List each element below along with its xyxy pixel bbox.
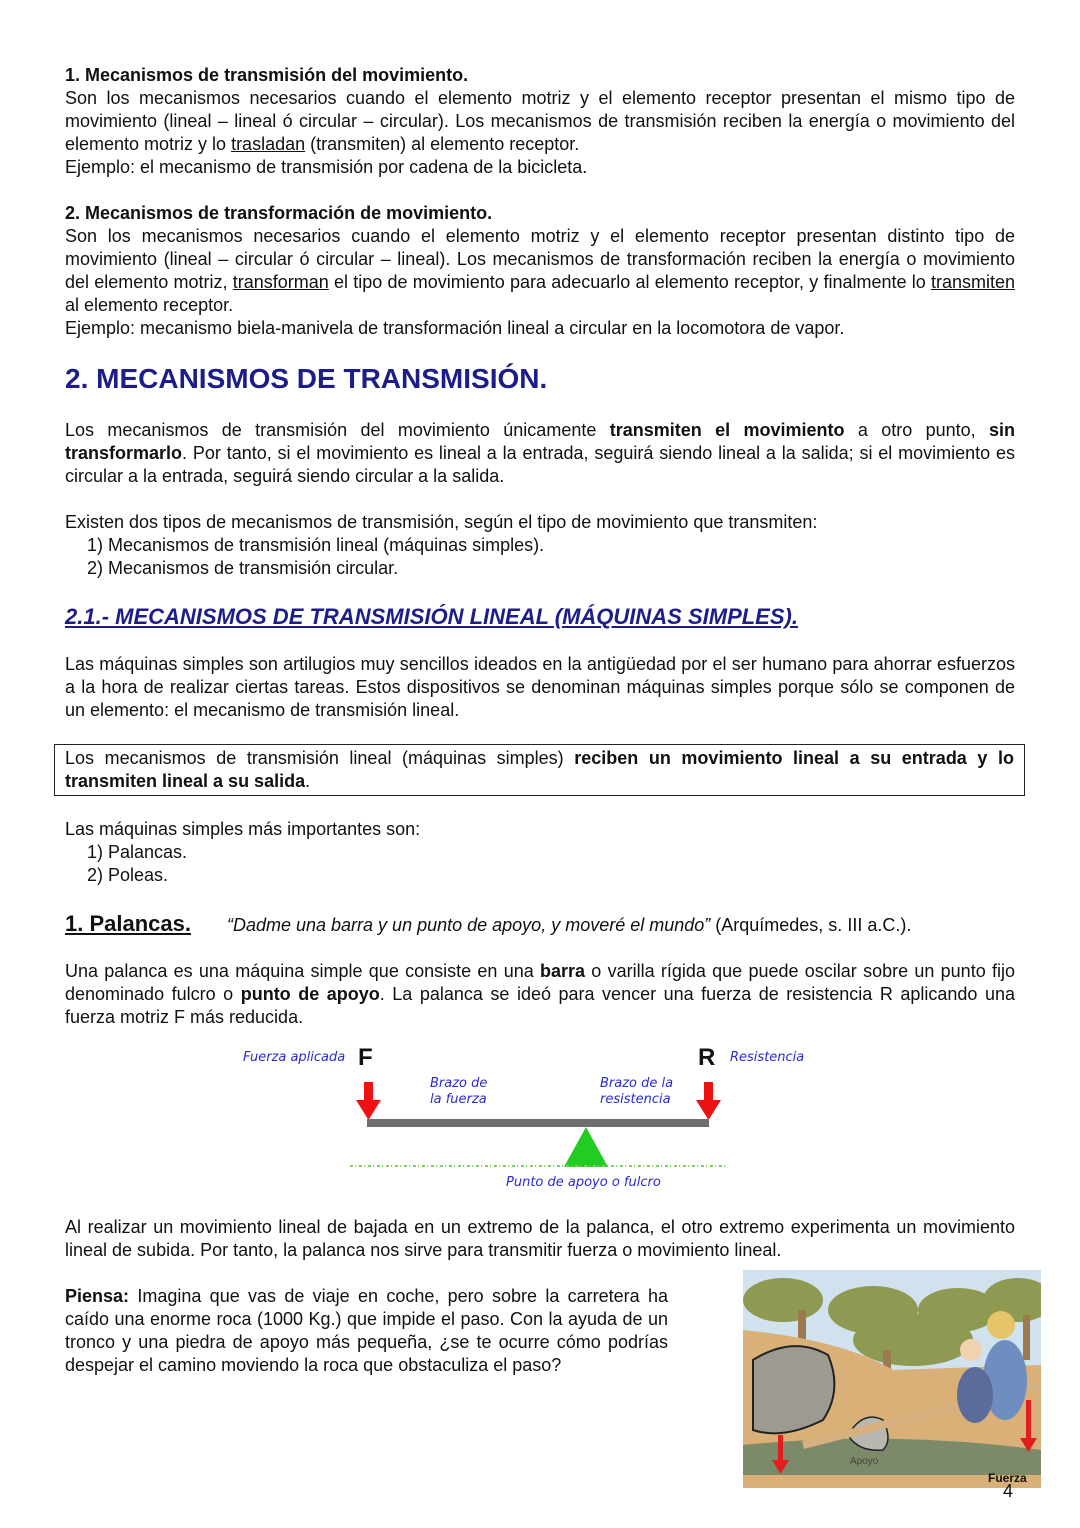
force-arrow-icon xyxy=(356,1082,381,1120)
bold-text: barra xyxy=(540,961,586,981)
list-item: 2) Mecanismos de transmisión circular. xyxy=(87,558,399,578)
types-list xyxy=(65,534,1015,580)
example-text: Ejemplo: mecanismo biela-manivela de transformación lineal a circular en la locomotora de vapor. xyxy=(65,318,845,338)
piensa-row xyxy=(65,1285,1027,1488)
rock-icon xyxy=(753,1346,834,1433)
bold-text: transmiten el movimiento xyxy=(609,420,845,440)
section-title: 2. Mecanismos de transformación de movimiento. xyxy=(65,203,493,223)
machines-list xyxy=(65,841,1015,887)
fulcrum-label: Punto de apoyo o fulcro xyxy=(506,1175,661,1190)
quote-source: (Arquímedes, s. III a.C.). xyxy=(710,915,912,935)
paragraph-text: el tipo de movimiento para adecuarlo al elemento receptor, y finalmente lo xyxy=(328,272,931,292)
list-item: 1) Mecanismos de transmisión lineal (máquinas simples). xyxy=(87,535,545,555)
fuerza-label: Fuerza xyxy=(988,1471,1027,1485)
text: Una palanca es una máquina simple que consiste en una xyxy=(65,961,540,981)
paragraph-text: Al realizar un movimiento lineal de bajada en un extremo de la palanca, el otro extremo experimenta un movimiento lineal de subida. Por tanto, la palanca nos sirve para transmitir fuerza o movimiento lineal. xyxy=(65,1217,1015,1260)
resistance-arm-label: Brazo de la resistencia xyxy=(600,1076,674,1107)
piensa-paragraph xyxy=(65,1285,668,1377)
underlined-term: transforman xyxy=(232,272,329,292)
resistance-letter: R xyxy=(698,1044,716,1071)
text: Imagina que vas de viaje en coche, pero sobre la carretera ha caído una enorme roca (1000 Kg.) que impide el paso. Con la ayuda de un tronco y una piedra de apoyo más pequeña, ¿se te ocurre cómo podrías despejar el camino moviendo la roca que obstaculiza el paso? xyxy=(65,1286,668,1375)
quote-text: “Dadme una barra y un punto de apoyo, y moveré el mundo” xyxy=(226,915,711,935)
list-item: 1) Palancas. xyxy=(87,842,188,862)
text: . xyxy=(305,771,311,791)
underlined-term: transmiten xyxy=(930,272,1015,292)
text: . La palanca se ideó para vencer una fuerza de resistencia R aplicando una fuerza motriz F más reducida. xyxy=(65,984,1015,1027)
palancas-title: 1. Palancas. xyxy=(65,911,191,936)
apoyo-label: Apoyo xyxy=(850,1456,879,1467)
important-machines-block xyxy=(65,818,1015,887)
piensa-label: Piensa: xyxy=(65,1286,130,1306)
bold-text: reciben un movimiento lineal a su entrada y lo transmiten lineal a su salida xyxy=(65,748,1014,791)
applied-force-label: Fuerza aplicada xyxy=(243,1050,346,1065)
main-heading: 2. MECANISMOS DE TRANSMISIÓN. xyxy=(65,363,548,394)
section-transformacion-movimiento xyxy=(65,202,1015,340)
fulcrum-triangle xyxy=(564,1127,608,1167)
sub-heading: 2.1.- MECANISMOS DE TRANSMISIÓN LINEAL (MÁQUINAS SIMPLES). xyxy=(65,604,798,629)
paragraph-text: Son los mecanismos necesarios cuando el elemento motriz y el elemento receptor presentan el mismo tipo de movimiento (lineal – lineal ó circular – circular). Los mecanismos de transmisión reciben la energía o movimiento del elemento motriz y lo xyxy=(65,88,1015,154)
list-lead: Las máquinas simples más importantes son: xyxy=(65,819,421,839)
paragraph-text: (transmiten) al elemento receptor. xyxy=(305,134,580,154)
illustration-scene xyxy=(743,1270,1041,1488)
text: a otro punto, xyxy=(844,420,989,440)
lever-movement-paragraph xyxy=(65,1216,1015,1262)
archimedes-quote xyxy=(227,914,911,937)
palancas-heading-row xyxy=(65,910,1015,938)
lever-diagram xyxy=(65,1040,1015,1204)
bold-text: sin transformarlo xyxy=(65,420,1015,463)
palanca-definition xyxy=(65,960,1015,1029)
types-list-block xyxy=(65,511,1015,580)
paragraph-text: Las máquinas simples son artilugios muy sencillos ideados en la antigüedad por el ser humano para ahorrar esfuerzos a la hora de realizar ciertas tareas. Estos dispositivos se denominan máquinas simples porque sólo se componen de un elemento: el mecanismo de transmisión lineal. xyxy=(65,654,1015,720)
example-text: Ejemplo: el mecanismo de transmisión por cadena de la bicicleta. xyxy=(65,157,588,177)
definition-box xyxy=(54,744,1025,796)
page-number: 4 xyxy=(1003,1481,1014,1501)
underlined-term: trasladan xyxy=(231,134,306,154)
list-lead: Existen dos tipos de mecanismos de transmisión, según el tipo de movimiento que transmiten: xyxy=(65,512,818,532)
resistance-arrow-icon xyxy=(696,1082,721,1120)
force-arm-label: Brazo de la fuerza xyxy=(430,1076,488,1107)
text: Los mecanismos de transmisión del movimiento únicamente xyxy=(65,420,610,440)
paragraph-text: al elemento receptor. xyxy=(65,295,234,315)
list-item: 2) Poleas. xyxy=(87,865,169,885)
paragraph-text: Son los mecanismos necesarios cuando el elemento motriz y el elemento receptor presentan distinto tipo de movimiento (lineal – circular ó circular – lineal). Los mecanismos de transformación reciben la energía o movimiento del elemento motriz, xyxy=(65,226,1015,292)
section-title: 1. Mecanismos de transmisión del movimiento. xyxy=(65,65,469,85)
lever-rock-illustration xyxy=(743,1270,1041,1488)
section-transmision-movimiento xyxy=(65,64,1015,179)
intro-paragraph xyxy=(65,419,1015,488)
force-letter: F xyxy=(358,1044,373,1071)
text: Los mecanismos de transmisión lineal (máquinas simples) xyxy=(65,748,575,768)
simple-machines-paragraph xyxy=(65,653,1015,722)
lever-bar xyxy=(367,1119,709,1127)
text: o varilla rígida que puede oscilar sobre un punto fijo denominado fulcro o xyxy=(65,961,1015,1004)
bold-text: punto de apoyo xyxy=(240,984,380,1004)
text: . Por tanto, si el movimiento es lineal a la entrada, seguirá siendo lineal a la salida; si el movimiento es circular a la entrada, seguirá siendo circular a la salida. xyxy=(65,443,1015,486)
resistance-label: Resistencia xyxy=(730,1050,805,1065)
